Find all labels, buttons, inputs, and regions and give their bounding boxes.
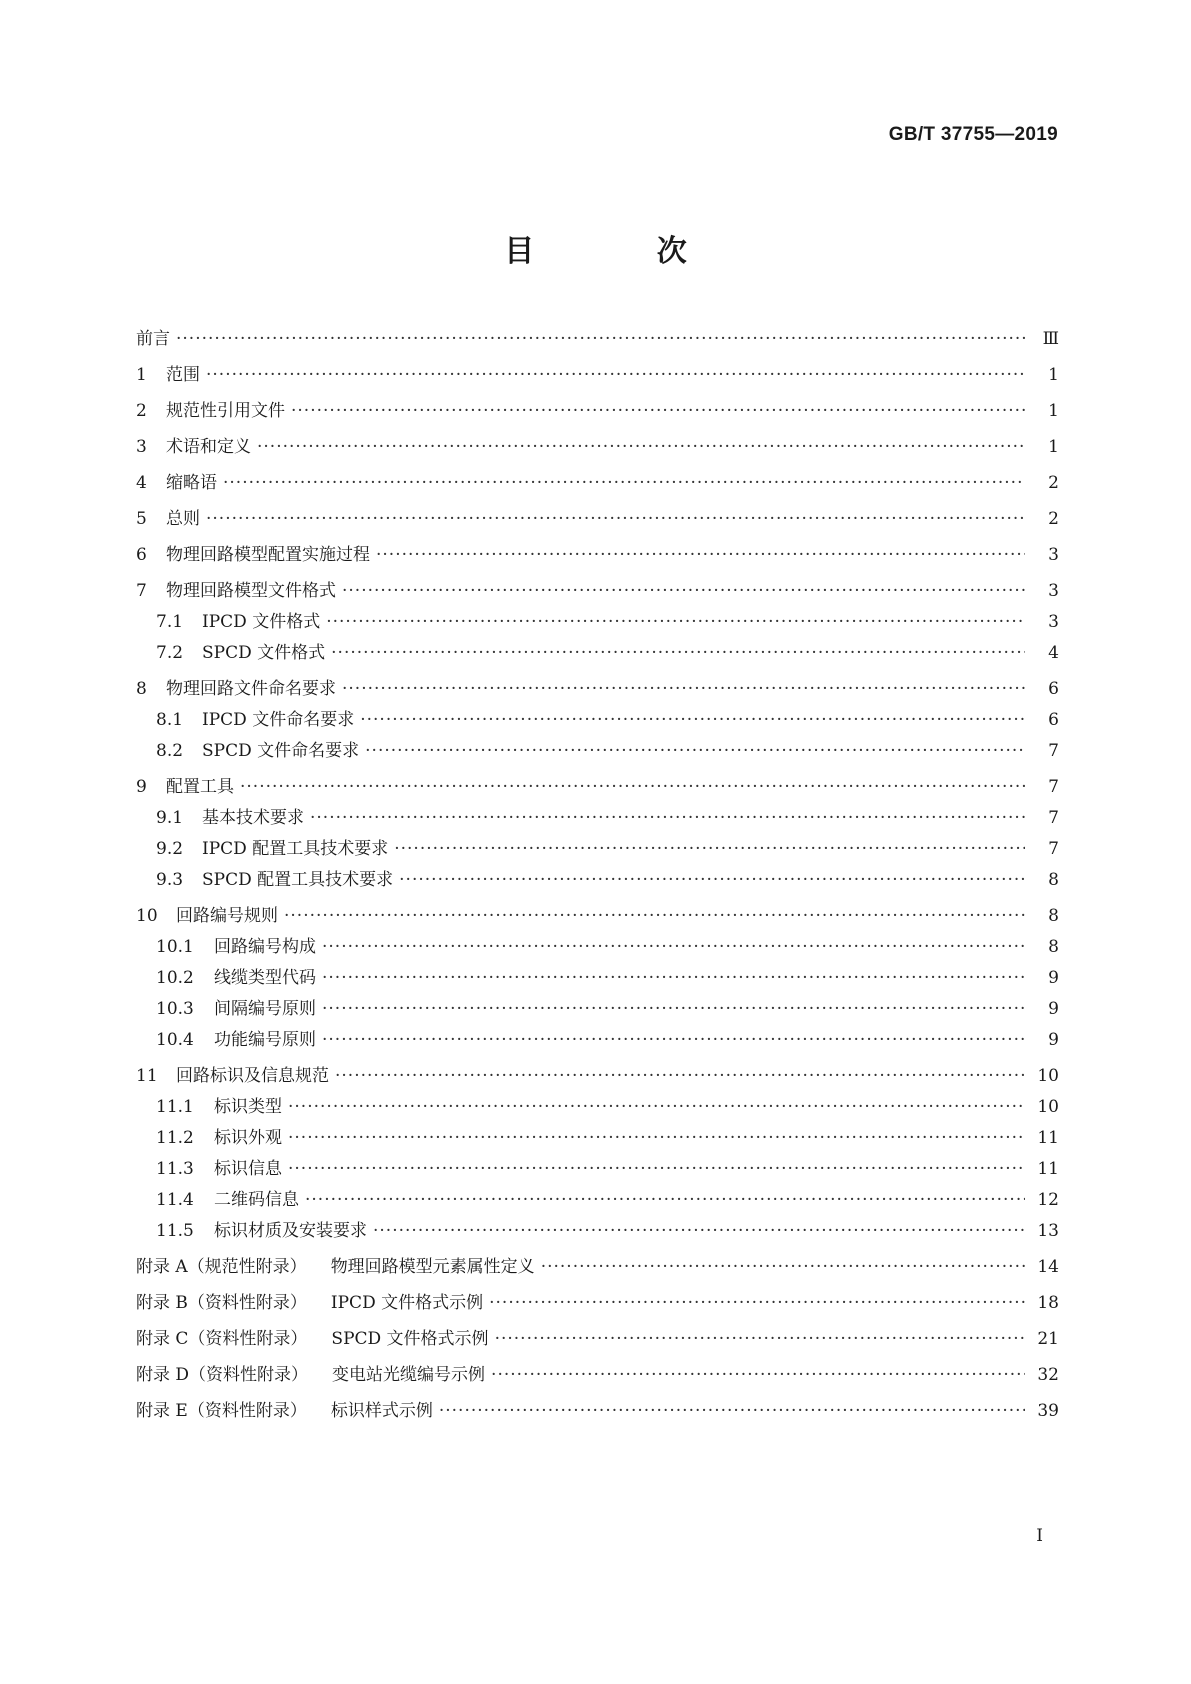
toc-entry-11-3[interactable]: [136, 1154, 1059, 1185]
toc-entry-title: IPCD 配置工具技术要求: [202, 839, 389, 859]
toc-leader: [439, 1396, 1025, 1427]
toc-leader: [305, 1185, 1025, 1216]
page-number: I: [1036, 1526, 1043, 1546]
toc-entry-title: 前言: [136, 329, 170, 349]
toc-leader: [288, 1092, 1025, 1123]
toc-leader: [291, 396, 1025, 427]
toc-entry-10-3[interactable]: [136, 994, 1059, 1025]
toc-entry-appendix-c[interactable]: [136, 1324, 1059, 1355]
toc-entry-page: 8: [1048, 870, 1059, 890]
toc-entry-number: 10.3: [156, 999, 194, 1019]
toc-entry-11-1[interactable]: [136, 1092, 1059, 1123]
toc-entry-page: 4: [1048, 643, 1059, 663]
toc-entry-title: 范围: [166, 365, 200, 385]
toc-entry-number: 11.1: [156, 1097, 194, 1117]
toc-entry-page: 8: [1048, 906, 1059, 926]
toc-leader: [495, 1324, 1025, 1355]
toc-entry-1[interactable]: [136, 360, 1059, 391]
toc-entry-title: IPCD 文件格式: [202, 612, 321, 632]
toc-entry-appendix-a[interactable]: [136, 1252, 1059, 1283]
toc-leader: [310, 803, 1025, 834]
toc-entry-page: Ⅲ: [1042, 329, 1059, 349]
toc-entry-page: 7: [1048, 839, 1059, 859]
toc-entry-7-2[interactable]: [136, 638, 1059, 669]
toc-entry-page: 3: [1048, 581, 1059, 601]
toc-entry-title: 物理回路模型文件格式: [166, 581, 336, 601]
toc-entry-number: 11.5: [156, 1221, 194, 1241]
toc-entry-5[interactable]: [136, 504, 1059, 535]
toc-entry-preface[interactable]: [136, 324, 1059, 355]
toc-leader: [322, 932, 1025, 963]
toc-leader: [322, 994, 1025, 1025]
toc-entry-page: 21: [1037, 1329, 1059, 1349]
toc-leader: [373, 1216, 1025, 1247]
toc-leader: [331, 638, 1025, 669]
toc-entry-appendix-b[interactable]: [136, 1288, 1059, 1319]
toc-entry-8[interactable]: [136, 674, 1059, 705]
toc-entry-number: 5: [136, 509, 147, 529]
toc-entry-page: 2: [1048, 473, 1059, 493]
toc-entry-title: IPCD 文件命名要求: [202, 710, 355, 730]
toc-entry-title: 功能编号原则: [214, 1030, 316, 1050]
toc-entry-9-2[interactable]: [136, 834, 1059, 865]
toc-entry-page: 3: [1048, 545, 1059, 565]
toc-entry-title: 物理回路文件命名要求: [166, 679, 336, 699]
toc-entry-number: 9.3: [156, 870, 184, 890]
toc-entry-page: 1: [1048, 365, 1059, 385]
toc-leader: [342, 576, 1025, 607]
toc-entry-number: 10.2: [156, 968, 194, 988]
toc-entry-title: 回路标识及信息规范: [176, 1066, 329, 1086]
toc-leader: [489, 1288, 1025, 1319]
toc-entry-title: 缩略语: [166, 473, 217, 493]
toc-entry-title: 配置工具: [166, 777, 234, 797]
toc-leader: [257, 432, 1025, 463]
toc-leader: [541, 1252, 1025, 1283]
toc-entry-title: 线缆类型代码: [214, 968, 316, 988]
toc-entry-number: 9: [136, 777, 147, 797]
toc-entry-number: 10.1: [156, 937, 194, 957]
toc-entry-appendix-e[interactable]: [136, 1396, 1059, 1427]
toc-leader: [394, 834, 1025, 865]
toc-entry-number: 9.1: [156, 808, 184, 828]
toc-entry-number: 3: [136, 437, 147, 457]
toc-leader: [335, 1061, 1025, 1092]
toc-leader: [326, 607, 1025, 638]
toc-leader: [206, 504, 1025, 535]
toc-entry-number: 10: [136, 906, 158, 926]
toc-entry-title: SPCD 文件格式示例: [331, 1329, 489, 1349]
toc-entry-8-2[interactable]: [136, 736, 1059, 767]
toc-entry-11[interactable]: [136, 1061, 1059, 1092]
toc-entry-title: SPCD 配置工具技术要求: [202, 870, 394, 890]
toc-entry-number: 7.2: [156, 643, 184, 663]
toc-entry-page: 10: [1037, 1066, 1059, 1086]
toc-entry-page: 1: [1048, 401, 1059, 421]
toc-entry-appendix-d[interactable]: [136, 1360, 1059, 1391]
toc-leader: [288, 1123, 1025, 1154]
toc-entry-number: 11.4: [156, 1190, 194, 1210]
toc-leader: [399, 865, 1025, 896]
toc-entry-title: 物理回路模型配置实施过程: [166, 545, 370, 565]
toc-entry-number: 2: [136, 401, 147, 421]
toc-entry-title: 变电站光缆编号示例: [332, 1365, 486, 1385]
toc-entry-10[interactable]: [136, 901, 1059, 932]
toc-entry-11-2[interactable]: [136, 1123, 1059, 1154]
page-title: 目 次: [504, 234, 743, 269]
toc-entry-number: 6: [136, 545, 147, 565]
toc-entry-title: 标识样式示例: [330, 1401, 433, 1421]
toc-entry-page: 32: [1037, 1365, 1059, 1385]
toc-entry-9-1[interactable]: [136, 803, 1059, 834]
toc-entry-10-1[interactable]: [136, 932, 1059, 963]
toc-entry-page: 12: [1037, 1190, 1059, 1210]
toc-entry-page: 9: [1048, 968, 1059, 988]
toc-leader: [365, 736, 1025, 767]
toc-entry-10-4[interactable]: [136, 1025, 1059, 1056]
toc-entry-page: 11: [1037, 1128, 1059, 1148]
toc-entry-number: 9.2: [156, 839, 184, 859]
toc-entry-title: 标识外观: [214, 1128, 282, 1148]
toc-entry-title: SPCD 文件格式: [202, 643, 326, 663]
toc-entry-page: 9: [1048, 999, 1059, 1019]
toc-entry-page: 8: [1048, 937, 1059, 957]
toc-entry-number: 附录 D（资料性附录）: [136, 1365, 309, 1385]
toc-entry-number: 11.3: [156, 1159, 194, 1179]
toc-entry-3[interactable]: [136, 432, 1059, 463]
toc-leader: [223, 468, 1025, 499]
toc-leader: [322, 963, 1025, 994]
toc-entry-page: 3: [1048, 612, 1059, 632]
toc-entry-6[interactable]: [136, 540, 1059, 571]
toc-entry-2[interactable]: [136, 396, 1059, 427]
toc-leader: [342, 674, 1025, 705]
toc-entry-title: 标识类型: [214, 1097, 282, 1117]
toc-entry-4[interactable]: [136, 468, 1059, 499]
toc-entry-11-5[interactable]: [136, 1216, 1059, 1247]
toc-entry-title: 回路编号规则: [176, 906, 278, 926]
toc-entry-page: 39: [1037, 1401, 1059, 1421]
toc-entry-11-4[interactable]: [136, 1185, 1059, 1216]
toc-entry-7-1[interactable]: [136, 607, 1059, 638]
toc-entry-title: 标识材质及安装要求: [214, 1221, 367, 1241]
toc-entry-number: 4: [136, 473, 147, 493]
toc-leader: [284, 901, 1025, 932]
toc-entry-number: 11: [136, 1066, 158, 1086]
toc-entry-10-2[interactable]: [136, 963, 1059, 994]
toc-entry-title: 术语和定义: [166, 437, 251, 457]
toc-leader: [376, 540, 1025, 571]
toc-entry-title: 回路编号构成: [214, 937, 316, 957]
toc-entry-title: 间隔编号原则: [214, 999, 316, 1019]
toc-entry-number: 附录 A（规范性附录）: [136, 1257, 307, 1277]
toc-entry-page: 13: [1037, 1221, 1059, 1241]
toc-entry-title: SPCD 文件命名要求: [202, 741, 360, 761]
toc-entry-title: 总则: [166, 509, 200, 529]
toc-entry-page: 18: [1037, 1293, 1059, 1313]
toc-entry-title: 规范性引用文件: [166, 401, 285, 421]
toc-entry-page: 9: [1048, 1030, 1059, 1050]
toc-leader: [240, 772, 1025, 803]
toc-entry-title: IPCD 文件格式示例: [330, 1293, 484, 1313]
toc-entry-page: 7: [1048, 741, 1059, 761]
toc-entry-page: 7: [1048, 808, 1059, 828]
toc-entry-number: 8.1: [156, 710, 184, 730]
toc-entry-number: 10.4: [156, 1030, 194, 1050]
toc-leader: [176, 324, 1025, 355]
toc-entry-page: 14: [1037, 1257, 1059, 1277]
toc-entry-number: 1: [136, 365, 147, 385]
toc-entry-number: 11.2: [156, 1128, 194, 1148]
toc-entry-number: 7: [136, 581, 147, 601]
toc-entry-title: 标识信息: [214, 1159, 282, 1179]
toc-leader: [360, 705, 1025, 736]
toc-entry-9-3[interactable]: [136, 865, 1059, 896]
toc-entry-number: 8: [136, 679, 147, 699]
toc-entry-number: 8.2: [156, 741, 184, 761]
toc-entry-page: 6: [1048, 710, 1059, 730]
toc-entry-8-1[interactable]: [136, 705, 1059, 736]
toc-entry-page: 1: [1048, 437, 1059, 457]
toc-entry-number: 附录 C（资料性附录）: [136, 1329, 308, 1349]
toc-entry-number: 附录 E（资料性附录）: [136, 1401, 307, 1421]
toc-leader: [288, 1154, 1025, 1185]
toc-entry-page: 7: [1048, 777, 1059, 797]
toc-entry-title: 基本技术要求: [202, 808, 304, 828]
toc-entry-number: 7.1: [156, 612, 184, 632]
toc-entry-number: 附录 B（资料性附录）: [136, 1293, 307, 1313]
toc-entry-9[interactable]: [136, 772, 1059, 803]
toc-leader: [491, 1360, 1025, 1391]
toc-entry-title: 物理回路模型元素属性定义: [330, 1257, 535, 1277]
toc-leader: [322, 1025, 1025, 1056]
table-of-contents: [136, 324, 1059, 1427]
standard-code: GB/T 37755—2019: [888, 124, 1058, 145]
toc-entry-page: 10: [1037, 1097, 1059, 1117]
toc-leader: [206, 360, 1025, 391]
toc-entry-page: 2: [1048, 509, 1059, 529]
toc-entry-7[interactable]: [136, 576, 1059, 607]
toc-entry-title: 二维码信息: [214, 1190, 299, 1210]
toc-entry-page: 6: [1048, 679, 1059, 699]
toc-entry-page: 11: [1037, 1159, 1059, 1179]
